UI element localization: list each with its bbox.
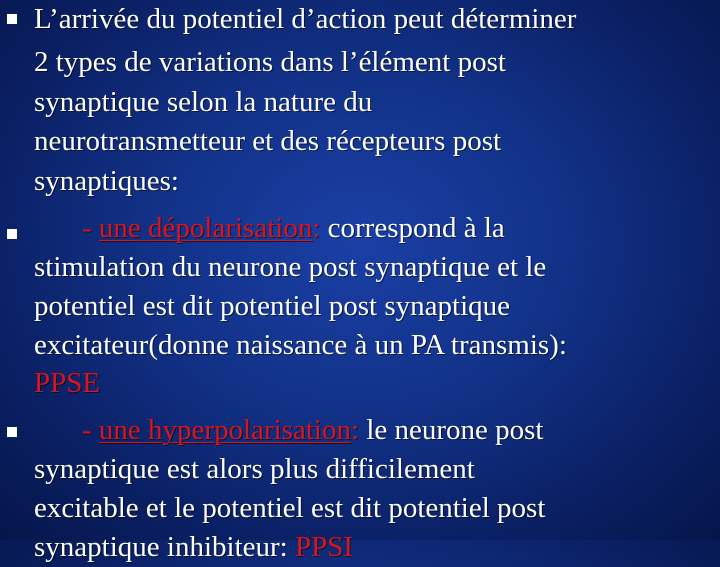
- bullet-1-line-3: synaptique selon la nature du: [34, 86, 373, 118]
- bullet-2-line-3: potentiel est dit potentiel post synaptique: [34, 290, 511, 322]
- depolarisation-term: une dépolarisation: [98, 212, 313, 244]
- ppsi-acronym: PPSI: [294, 531, 354, 563]
- depolarisation-colon: :: [312, 212, 321, 244]
- ppse-acronym: PPSE: [34, 367, 101, 399]
- bullet-1-line-5: synaptiques:: [34, 165, 179, 197]
- bullet-1-line-2: 2 types de variations dans l’élément post: [34, 46, 506, 78]
- depolarisation-rest: correspond à la: [320, 212, 505, 244]
- bullet-3-line-1: [82, 411, 543, 450]
- bullet-1-line-4: neurotransmetteur et des récepteurs post: [34, 125, 502, 157]
- bullet-2-line-1: [82, 209, 505, 248]
- bullet-3-line-2: synaptique est alors plus difficilement: [34, 453, 475, 485]
- bullet-3-line-4-partial: [34, 528, 353, 567]
- bullet-square-icon: [7, 229, 17, 239]
- hyperpolarisation-prefix: -: [82, 414, 99, 446]
- hyperpolarisation-colon: :: [351, 414, 360, 446]
- bullet-2-line-2: stimulation du neurone post synaptique et le: [34, 251, 547, 283]
- hyperpolarisation-rest: le neurone post: [359, 414, 544, 446]
- bullet-square-icon: [7, 14, 17, 24]
- depolarisation-prefix: -: [82, 212, 99, 244]
- bullet-2-line-4: excitateur(donne naissance à un PA transmis):: [34, 329, 567, 361]
- hyperpolarisation-term: une hyperpolarisation: [98, 414, 351, 446]
- bullet-1-line-1: L’arrivée du potentiel d’action peut déterminer: [34, 3, 577, 35]
- bullet-3-line-3: excitable et le potentiel est dit potentiel post: [34, 492, 546, 524]
- inhibiteur-text: synaptique inhibiteur:: [34, 531, 295, 563]
- bullet-square-icon: [7, 427, 17, 437]
